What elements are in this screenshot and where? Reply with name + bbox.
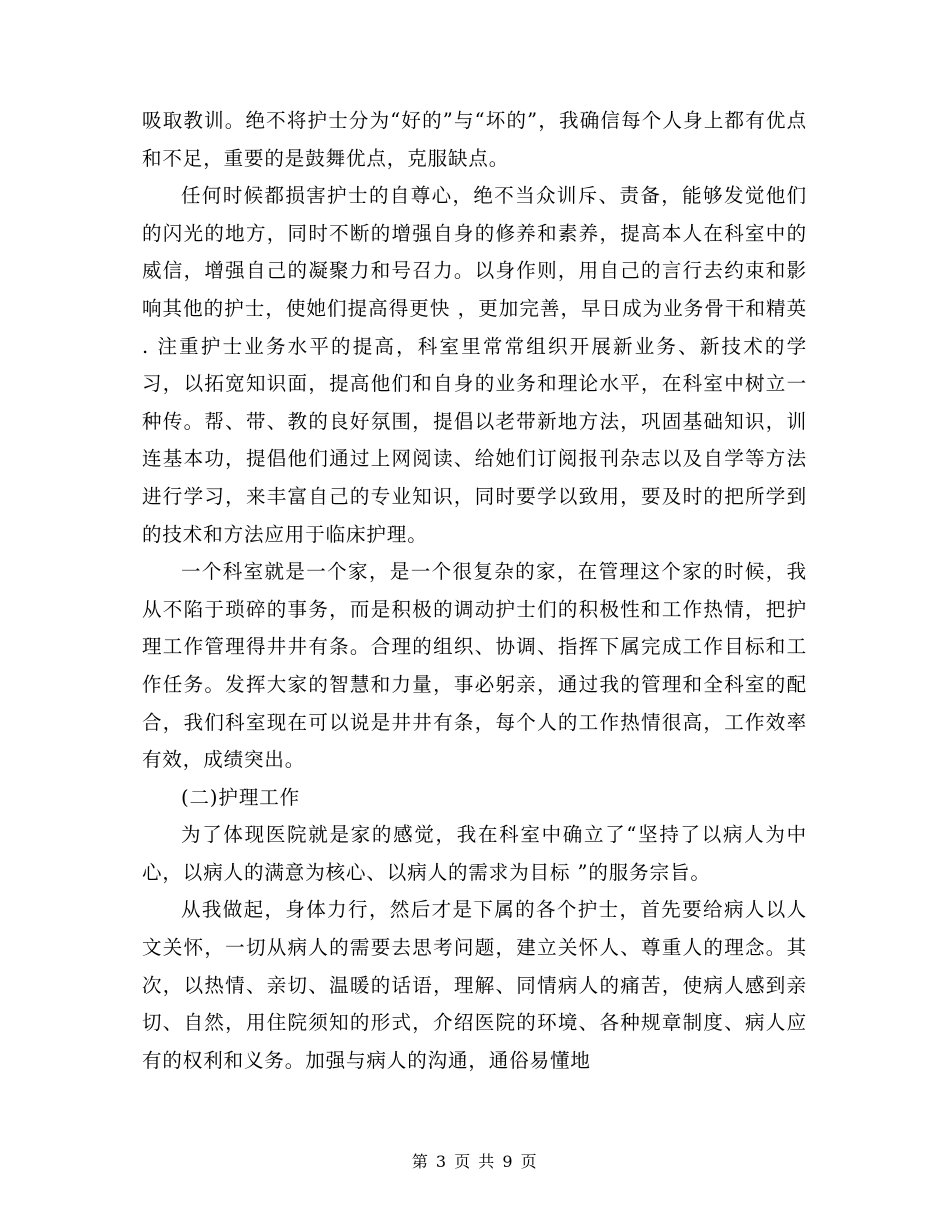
paragraph-2: 任何时候都损害护士的自尊心，绝不当众训斥、责备，能够发觉他们的闪光的地方，同时不断的增强自身的修养和素养，提高本人在科室中的威信，增强自己的凝聚力和号召力。以身作则，用自己的言行去约束和影响其他的护士，使她们提高得更快 ，更加完善，早日成为业务骨干和精英 . 注重护士业务水平的提高，科室里常常组织开展新业务、新技术的学习，以拓宽知识面，提高他们和自身的业务和理论水平，在科室中树立一种传。帮、带、教的良好氛围，提倡以老带新地方法，巩固基础知识，训连基本功，提倡他们通过上网阅读、给她们订阅报刊杂志以及自学等方法进行学习，来丰富自己的专业知识，同时要学以致用，要及时的把所学到的技术和方法应用于临床护理。 bbox=[142, 184, 807, 546]
section-heading-nursing-work: (二)护理工作 bbox=[181, 785, 301, 809]
page-number-footer: 第 3 页 共 9 页 bbox=[411, 1152, 539, 1171]
paragraph-4: 为了体现医院就是家的感觉，我在科室中确立了“坚持了以病人为中心，以病人的满意为核心、以病人的需求为目标 ”的服务宗旨。 bbox=[142, 823, 807, 884]
paragraph-3: 一个科室就是一个家，是一个很复杂的家，在管理这个家的时候，我从不陷于琐碎的事务，而是积极的调动护士们的积极性和工作热情，把护理工作管理得井井有条。合理的组织、协调、指挥下属完成工作目标和工作任务。发挥大家的智慧和力量，事必躬亲，通过我的管理和全科室的配合，我们科室现在可以说是井井有条，每个人的工作热情很高，工作效率有效，成绩突出。 bbox=[142, 560, 807, 772]
document-body bbox=[142, 102, 807, 1079]
paragraph-1: 吸取教训。绝不将护士分为“好的”与“坏的”，我确信每个人身上都有优点和不足，重要的是鼓舞优点，克服缺点。 bbox=[142, 109, 807, 170]
paragraph-5: 从我做起，身体力行，然后才是下属的各个护士，首先要给病人以人文关怀，一切从病人的需要去思考问题，建立关怀人、尊重人的理念。其次，以热情、亲切、温暖的话语，理解、同情病人的痛苦，使病人感到亲切、自然，用住院须知的形式，介绍医院的环境、各种规章制度、病人应有的权利和义务。加强与病人的沟通，通俗易懂地 bbox=[142, 898, 807, 1072]
